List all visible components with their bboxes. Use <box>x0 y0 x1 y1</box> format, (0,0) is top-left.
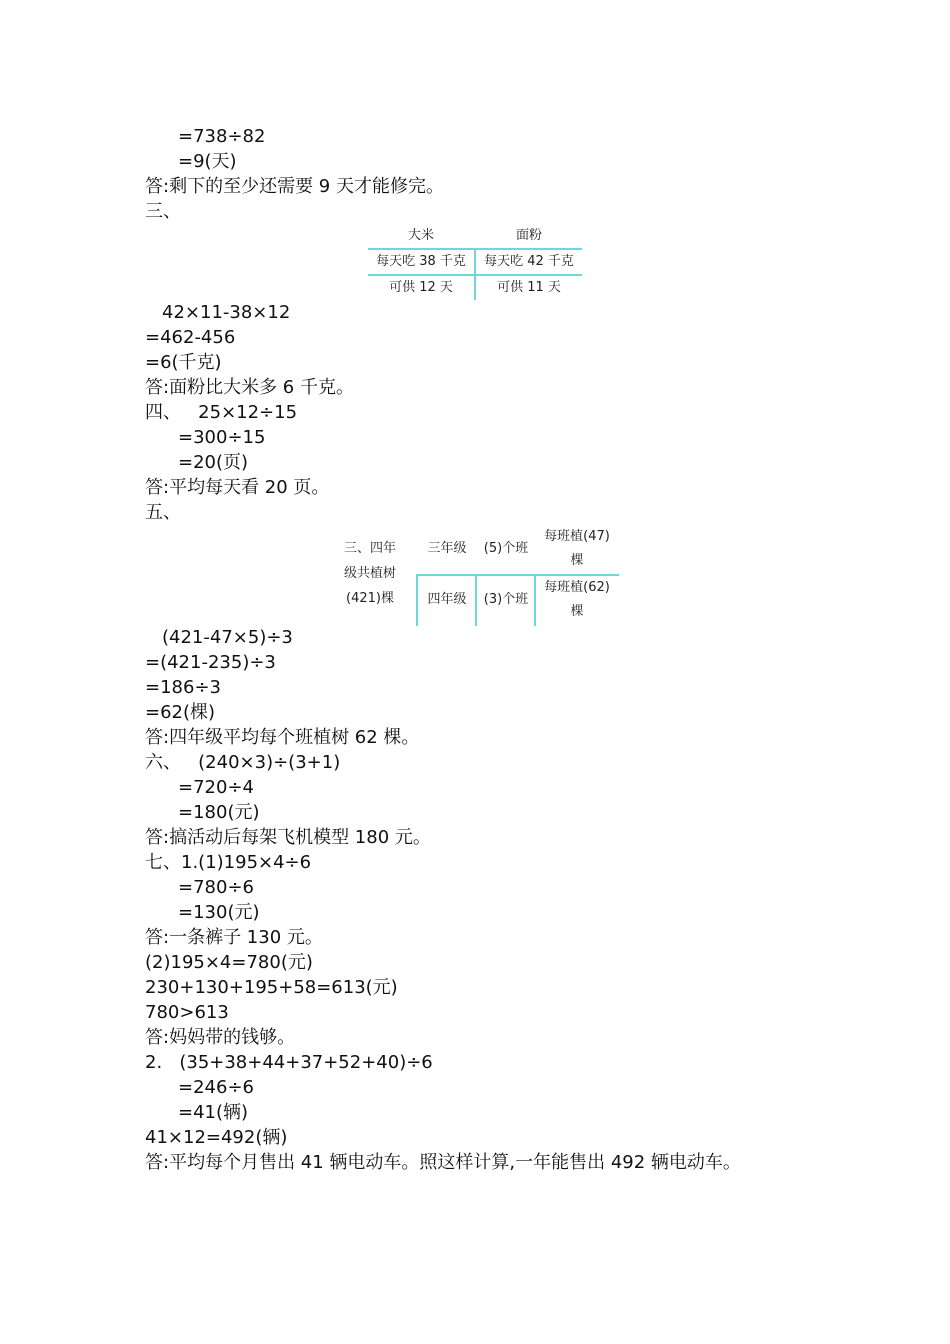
table-header-flour: 面粉 <box>515 228 542 243</box>
answer-line: 答:四年级平均每个班植树 62 棵。 <box>145 727 420 748</box>
table-cell: (3)个班 <box>483 592 529 607</box>
text-line: =6(千克) <box>145 352 222 373</box>
text-line: =462-456 <box>145 327 236 348</box>
text-line: =62(棵) <box>145 702 216 723</box>
table-cell: 可供 12 天 <box>389 280 453 295</box>
answer-line: 答:平均每个月售出 41 辆电动车。照这样计算,一年能售出 492 辆电动车。 <box>145 1152 741 1173</box>
text-line: =180(元) <box>178 802 260 823</box>
text-line: 42×11-38×12 <box>162 302 291 323</box>
text-line: =130(元) <box>178 902 260 923</box>
table-cell: 每班植(62) <box>544 580 610 595</box>
section-heading: 2. (35+38+44+37+52+40)÷6 <box>145 1052 433 1073</box>
text-line: =780÷6 <box>178 877 254 898</box>
answer-line: 答:剩下的至少还需要 9 天才能修完。 <box>145 176 444 197</box>
text-line: =186÷3 <box>145 677 221 698</box>
tree-planting-table <box>336 524 620 626</box>
section-heading: 四、 25×12÷15 <box>145 402 298 423</box>
table-cell: 三年级 <box>427 541 467 556</box>
section-heading: 五、 <box>145 502 181 523</box>
text-line: =300÷15 <box>178 427 266 448</box>
answer-line: 答:面粉比大米多 6 千克。 <box>145 377 354 398</box>
text-line: =41(辆) <box>178 1102 249 1123</box>
table-cell: 棵 <box>570 604 584 619</box>
table-left-label: (421)棵 <box>346 591 394 606</box>
answer-line: 答:搞活动后每架飞机模型 180 元。 <box>145 827 431 848</box>
text-line: 41×12=492(辆) <box>145 1127 288 1148</box>
text-line: =738÷82 <box>178 126 266 147</box>
text-line: =9(天) <box>178 151 237 172</box>
rice-flour-table <box>368 223 582 303</box>
table-cell: (5)个班 <box>483 541 529 556</box>
answer-line: 答:一条裤子 130 元。 <box>145 927 323 948</box>
answer-line: 答:平均每天看 20 页。 <box>145 477 330 498</box>
table-cell: 每天吃 42 千克 <box>484 254 574 269</box>
text-line: 780>613 <box>145 1002 229 1023</box>
section-heading: 三、 <box>145 201 181 222</box>
table-cell: 四年级 <box>427 592 467 607</box>
table-cell: 棵 <box>570 553 584 568</box>
text-line: (2)195×4=780(元) <box>145 952 313 973</box>
table-left-label: 级共植树 <box>343 566 396 581</box>
table-cell: 每天吃 38 千克 <box>376 254 466 269</box>
text-line: =246÷6 <box>178 1077 254 1098</box>
section-heading: 七、1.(1)195×4÷6 <box>145 852 312 873</box>
table-cell: 可供 11 天 <box>497 280 561 295</box>
text-line: 230+130+195+58=613(元) <box>145 977 398 998</box>
text-line: =720÷4 <box>178 777 254 798</box>
text-line: =20(页) <box>178 452 249 473</box>
text-line: =(421-235)÷3 <box>145 652 276 673</box>
table-left-label: 三、四年 <box>343 541 396 556</box>
table-header-rice: 大米 <box>407 228 434 243</box>
section-heading: 六、 (240×3)÷(3+1) <box>145 752 341 773</box>
text-line: (421-47×5)÷3 <box>162 627 293 648</box>
answer-line: 答:妈妈带的钱够。 <box>145 1027 296 1048</box>
table-cell: 每班植(47) <box>544 529 610 544</box>
